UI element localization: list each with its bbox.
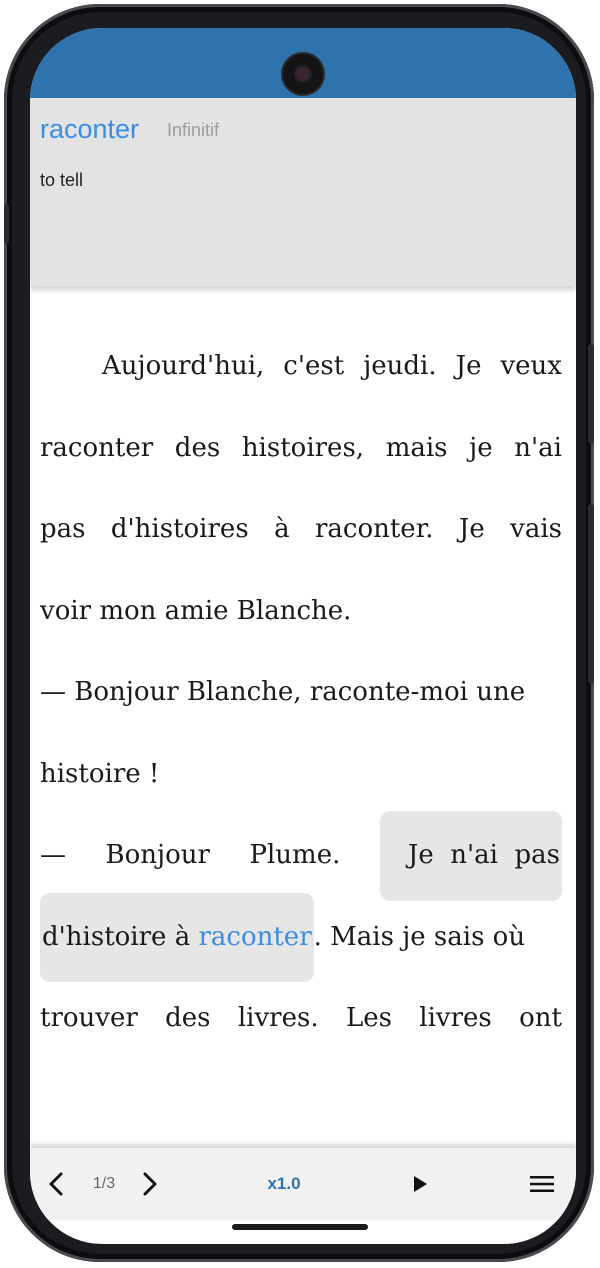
- highlighted-sentence-start[interactable]: Je n'ai pas: [380, 811, 562, 901]
- word[interactable]: Je: [458, 514, 485, 544]
- home-indicator[interactable]: [232, 1224, 368, 1230]
- word[interactable]: je: [469, 432, 493, 463]
- reader-toolbar: [30, 1148, 576, 1220]
- word[interactable]: des: [165, 1003, 211, 1033]
- word[interactable]: raconter.: [314, 514, 434, 544]
- page-indicator: 1/3: [92, 1175, 116, 1192]
- reader-text: [40, 326, 562, 1060]
- text-line-2: [40, 408, 562, 490]
- front-camera: [283, 54, 323, 94]
- menu-button[interactable]: [524, 1148, 560, 1220]
- word[interactable]: veux: [500, 351, 562, 381]
- word[interactable]: Les: [345, 1003, 392, 1033]
- dictionary-panel: [30, 98, 576, 286]
- word[interactable]: Je: [455, 351, 482, 381]
- word[interactable]: Bonjour: [105, 840, 210, 870]
- power-button: [588, 504, 594, 684]
- text-line-3: [40, 489, 562, 571]
- chevron-right-icon: [140, 1170, 160, 1198]
- text-line-9: [40, 978, 562, 1060]
- sentence[interactable]: voir mon amie Blanche.: [40, 595, 352, 626]
- phone-frame: [4, 4, 594, 1262]
- sentence[interactable]: histoire !: [40, 758, 160, 789]
- volume-button: [588, 344, 594, 444]
- text-line-6: [40, 734, 562, 816]
- word[interactable]: livres: [419, 1003, 492, 1033]
- word[interactable]: à: [274, 514, 290, 544]
- sentence[interactable]: — Bonjour Blanche, raconte-moi une: [40, 677, 526, 707]
- next-page-button[interactable]: [132, 1148, 168, 1220]
- previous-page-button[interactable]: [38, 1148, 74, 1220]
- word[interactable]: —: [40, 840, 66, 870]
- word[interactable]: Plume.: [249, 840, 341, 870]
- play-button[interactable]: [402, 1148, 438, 1220]
- playback-speed: x1.0: [267, 1174, 301, 1193]
- status-bar: [30, 28, 576, 98]
- sentence[interactable]: . Mais je sais où: [313, 921, 526, 952]
- word[interactable]: raconter: [40, 432, 154, 463]
- word[interactable]: vais: [510, 514, 562, 544]
- hamburger-menu-icon: [530, 1175, 554, 1193]
- chevron-left-icon: [46, 1170, 66, 1198]
- word[interactable]: jeudi.: [363, 351, 437, 381]
- highlighted-word[interactable]: raconter: [198, 921, 312, 952]
- word[interactable]: Aujourd'hui,: [102, 351, 265, 381]
- text-line-4: [40, 571, 562, 653]
- highlight-text: d'histoire à: [42, 921, 199, 952]
- highlighted-sentence-end[interactable]: [40, 893, 314, 983]
- word[interactable]: trouver: [40, 1003, 138, 1033]
- word[interactable]: d'histoires: [110, 514, 249, 544]
- play-icon: [412, 1175, 428, 1193]
- text-line-8: [40, 897, 562, 979]
- page-indicator-wrap: [86, 1148, 122, 1220]
- dictionary-translation: to tell: [40, 170, 84, 190]
- playback-speed-button[interactable]: [254, 1148, 314, 1220]
- dictionary-word: raconter: [40, 114, 140, 144]
- text-line-7: [40, 815, 562, 897]
- word[interactable]: mais: [385, 432, 448, 463]
- word[interactable]: n'ai: [514, 432, 562, 463]
- text-line-1: [40, 326, 562, 408]
- dictionary-word-form: Infinitif: [167, 120, 220, 140]
- text-line-5: [40, 652, 562, 734]
- word[interactable]: des: [174, 432, 221, 463]
- side-button: [4, 204, 9, 244]
- word[interactable]: c'est: [283, 351, 345, 381]
- word[interactable]: pas: [40, 514, 86, 544]
- screen: [30, 28, 576, 1244]
- word[interactable]: livres.: [237, 1003, 319, 1033]
- word[interactable]: ont: [519, 1003, 562, 1033]
- word[interactable]: histoires,: [241, 432, 365, 463]
